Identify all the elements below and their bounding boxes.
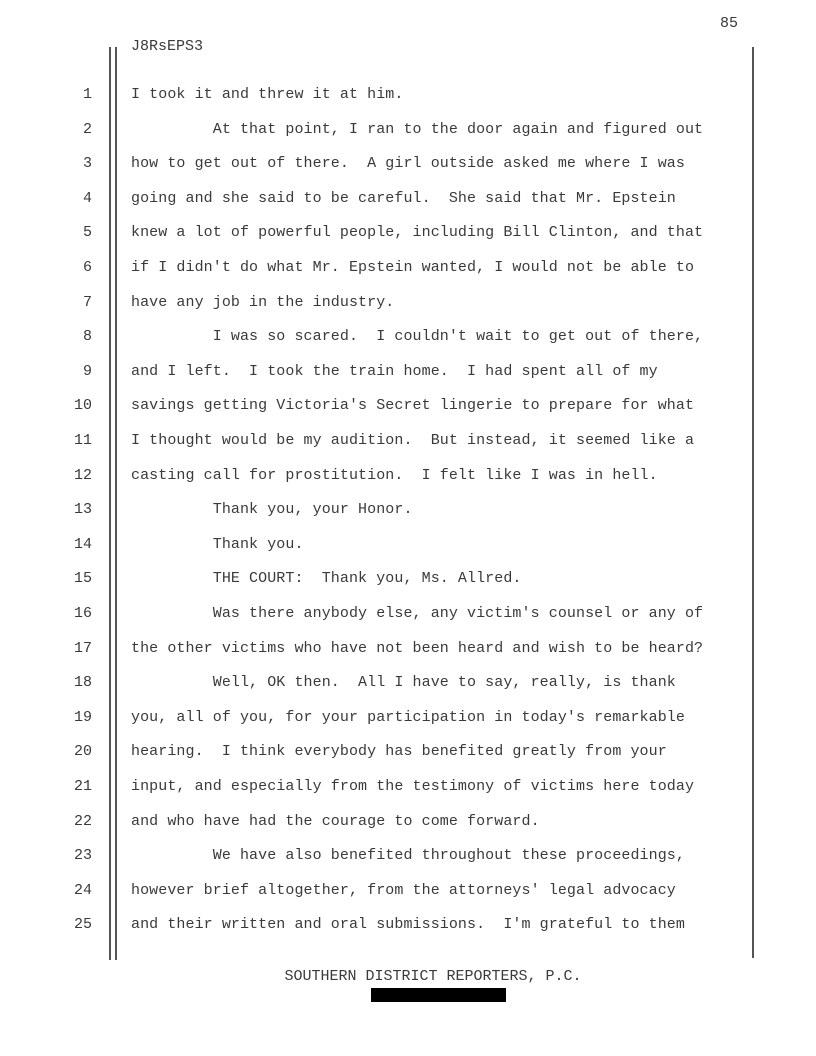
transcript-line: input, and especially from the testimony of victims here today bbox=[131, 778, 695, 795]
transcript-line: Well, OK then. All I have to say, really, is thank bbox=[131, 674, 676, 691]
line-number: 18 bbox=[73, 674, 92, 691]
transcript-line: and I left. I took the train home. I had spent all of my bbox=[131, 363, 658, 380]
line-number: 17 bbox=[73, 640, 92, 657]
line-number: 15 bbox=[73, 570, 92, 587]
line-number: 1 bbox=[82, 86, 92, 103]
transcript-line: knew a lot of powerful people, including Bill Clinton, and that bbox=[131, 224, 704, 241]
transcript-line: however brief altogether, from the attorneys' legal advocacy bbox=[131, 882, 676, 899]
transcript-line: At that point, I ran to the door again and figured out bbox=[131, 121, 704, 138]
right-margin-rule bbox=[752, 47, 754, 958]
transcript-line: I took it and threw it at him. bbox=[131, 86, 404, 103]
line-number: 22 bbox=[73, 813, 92, 830]
line-number: 23 bbox=[73, 847, 92, 864]
left-margin-rule-inner bbox=[115, 47, 117, 960]
transcript-line: going and she said to be careful. She said that Mr. Epstein bbox=[131, 190, 676, 207]
transcript-line: casting call for prostitution. I felt like I was in hell. bbox=[131, 467, 658, 484]
transcript-line: savings getting Victoria's Secret lingerie to prepare for what bbox=[131, 397, 695, 414]
transcript-line: if I didn't do what Mr. Epstein wanted, I would not be able to bbox=[131, 259, 695, 276]
line-number: 3 bbox=[82, 155, 92, 172]
left-margin-rule bbox=[109, 47, 111, 960]
line-number: 7 bbox=[82, 294, 92, 311]
transcript-line: you, all of you, for your participation in today's remarkable bbox=[131, 709, 685, 726]
line-number: 11 bbox=[73, 432, 92, 449]
line-number: 24 bbox=[73, 882, 92, 899]
line-number: 20 bbox=[73, 743, 92, 760]
transcript-line: I thought would be my audition. But instead, it seemed like a bbox=[131, 432, 695, 449]
line-number: 5 bbox=[82, 224, 92, 241]
line-number: 19 bbox=[73, 709, 92, 726]
case-id: J8RsEPS3 bbox=[131, 38, 204, 55]
line-number: 13 bbox=[73, 501, 92, 518]
footer-reporter: SOUTHERN DISTRICT REPORTERS, P.C. bbox=[284, 968, 582, 985]
line-number: 4 bbox=[82, 190, 92, 207]
transcript-line: hearing. I think everybody has benefited greatly from your bbox=[131, 743, 667, 760]
transcript-line: the other victims who have not been heard and wish to be heard? bbox=[131, 640, 704, 657]
transcript-line: how to get out of there. A girl outside asked me where I was bbox=[131, 155, 685, 172]
transcript-line: Thank you. bbox=[131, 536, 304, 553]
line-number: 2 bbox=[82, 121, 92, 138]
transcript-line: THE COURT: Thank you, Ms. Allred. bbox=[131, 570, 522, 587]
line-number: 6 bbox=[82, 259, 92, 276]
line-number: 9 bbox=[82, 363, 92, 380]
line-number: 12 bbox=[73, 467, 92, 484]
transcript-line: Was there anybody else, any victim's counsel or any of bbox=[131, 605, 704, 622]
line-number: 10 bbox=[73, 397, 92, 414]
transcript-line: and their written and oral submissions. I'm grateful to them bbox=[131, 916, 685, 933]
line-number: 8 bbox=[82, 328, 92, 345]
transcript-line: Thank you, your Honor. bbox=[131, 501, 413, 518]
redaction-bar bbox=[371, 988, 506, 1002]
transcript-line: have any job in the industry. bbox=[131, 294, 395, 311]
line-number: 14 bbox=[73, 536, 92, 553]
transcript-line: We have also benefited throughout these proceedings, bbox=[131, 847, 685, 864]
transcript-line: and who have had the courage to come forward. bbox=[131, 813, 540, 830]
line-number: 21 bbox=[73, 778, 92, 795]
line-number: 25 bbox=[73, 916, 92, 933]
transcript-line: I was so scared. I couldn't wait to get out of there, bbox=[131, 328, 704, 345]
page-number: 85 bbox=[719, 15, 738, 32]
line-number: 16 bbox=[73, 605, 92, 622]
